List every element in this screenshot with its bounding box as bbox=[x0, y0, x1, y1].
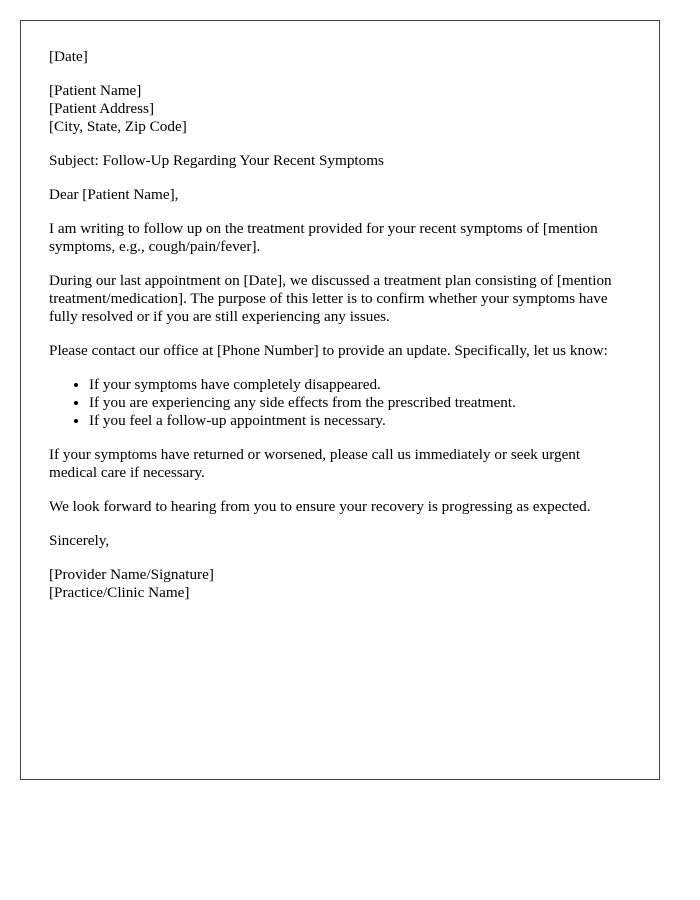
letter-page bbox=[20, 20, 660, 780]
body-paragraph-3: Please contact our office at [Phone Number] to provide an update. Specifically, let us know: bbox=[49, 342, 608, 359]
letter-subject: Subject: Follow-Up Regarding Your Recent Symptoms bbox=[49, 152, 384, 169]
list-item: • If your symptoms have completely disappeared. bbox=[89, 376, 631, 394]
practice-name: [Practice/Clinic Name] bbox=[49, 584, 190, 601]
closing-paragraph-2: We look forward to hearing from you to ensure your recovery is progressing as expected. bbox=[49, 498, 591, 515]
sign-off: Sincerely, bbox=[49, 532, 110, 549]
recipient-address: [Patient Address] bbox=[49, 100, 155, 117]
list-item: • If you are experiencing any side effects from the prescribed treatment. bbox=[89, 394, 631, 412]
body-paragraph-2: During our last appointment on [Date], we discussed a treatment plan consisting of [mention treatment/medication]. The purpose of this letter is to confirm whether your symptoms have fully resolved or if you are still experiencing any issues. bbox=[49, 272, 612, 325]
update-request-list bbox=[49, 376, 631, 430]
body-paragraph-1: I am writing to follow up on the treatment provided for your recent symptoms of [mention symptoms, e.g., cough/pain/fever]. bbox=[49, 220, 598, 255]
closing-paragraph-1: If your symptoms have returned or worsened, please call us immediately or seek urgent medical care if necessary. bbox=[49, 446, 581, 481]
recipient-city-state-zip: [City, State, Zip Code] bbox=[49, 118, 187, 135]
recipient-address-block bbox=[49, 82, 631, 136]
letter-date: [Date] bbox=[49, 48, 88, 65]
signature-block bbox=[49, 566, 631, 602]
recipient-name: [Patient Name] bbox=[49, 82, 142, 99]
letter-salutation: Dear [Patient Name], bbox=[49, 186, 179, 203]
list-item: • If you feel a follow-up appointment is necessary. bbox=[89, 412, 631, 430]
provider-name: [Provider Name/Signature] bbox=[49, 566, 214, 583]
